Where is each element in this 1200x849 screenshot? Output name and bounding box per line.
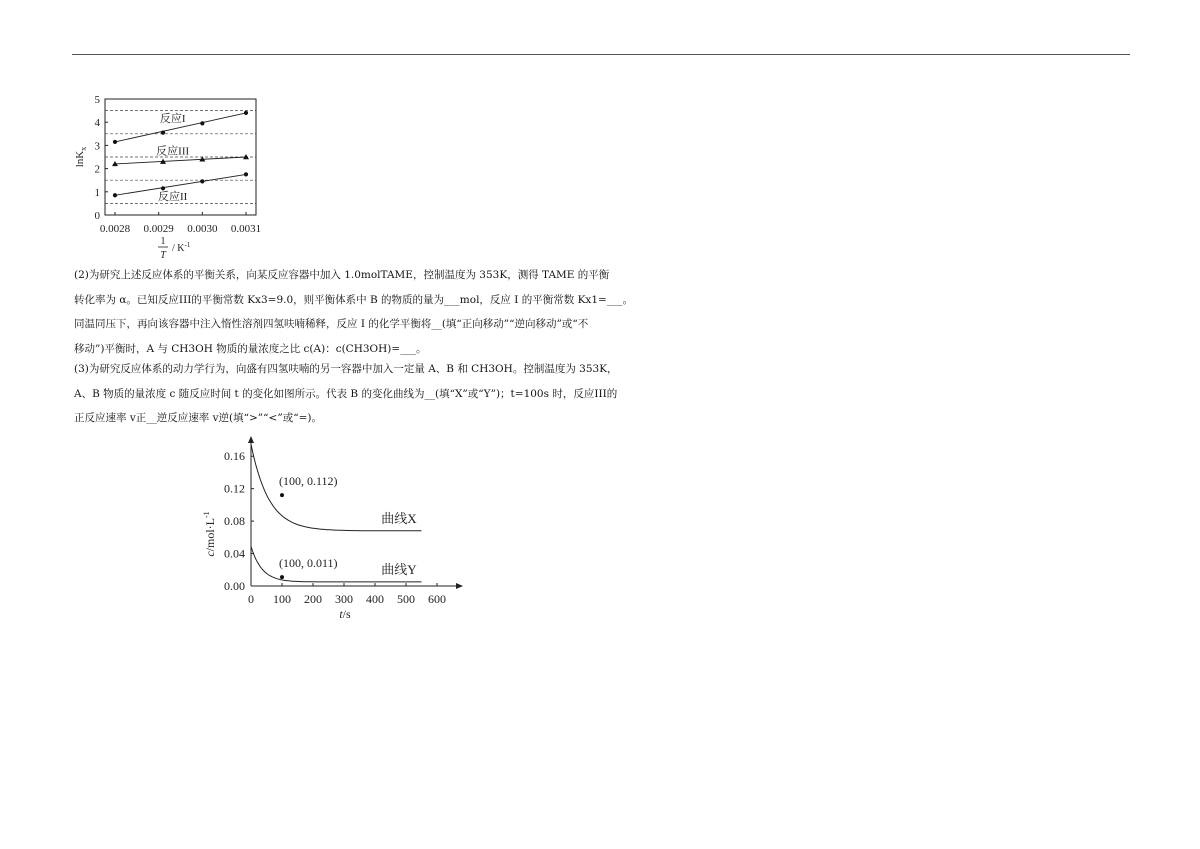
q3-line-2: A、B 物质的量浓度 c 随反应时间 t 的变化如图所示。代表 B 的变化曲线为__(填“X”或“Y”)；t=100s 时，反应III的 — [74, 387, 618, 400]
x-tick-label: 0.0030 — [187, 223, 218, 235]
data-point — [161, 186, 165, 190]
x-tick-label: 0 — [248, 592, 254, 606]
series-label: 曲线X — [381, 510, 417, 526]
x-tick-label: 0.0028 — [99, 223, 131, 235]
x-tick-label: 400 — [366, 592, 384, 606]
q2-line-3: 同温同压下，再向该容器中注入惰性溶剂四氢呋喃稀释，反应 I 的化学平衡将__(填“正向移动”“逆向移动”或“不 — [74, 318, 589, 330]
series-label: 反应I — [159, 113, 186, 125]
y-axis-label: $c/mol\cdot L^{-1}$ — [202, 511, 217, 557]
y-tick-label: 1 — [94, 186, 100, 199]
x-tick-label: 300 — [335, 592, 353, 606]
x-tick-label: 100 — [273, 592, 291, 606]
x-axis-label-numerator: 1 — [160, 236, 166, 247]
q2-line-2: 转化率为 α。已知反应III的平衡常数 Kx3=9.0，则平衡体系中 B 的物质的量为___mol，反应 I 的平衡常数 Kx1=___。 — [74, 293, 634, 306]
q2-line-1: (2)为研究上述反应体系的平衡关系，向某反应容器中加入 1.0molTAME，控制温度为 353K，测得 TAME 的平衡 — [74, 269, 610, 281]
x-axis-arrow — [456, 583, 463, 589]
x-tick-label: 600 — [428, 592, 446, 606]
y-axis-arrow — [248, 436, 254, 443]
y-tick-label: 0.00 — [224, 579, 245, 593]
highlight-point — [280, 493, 284, 497]
point-label: (100, 0.011) — [279, 556, 338, 571]
x-axis-label: t/s — [339, 607, 351, 621]
question-2-text — [74, 263, 634, 361]
data-point — [200, 121, 204, 125]
q2-line-4: 移动”)平衡时，A 与 CH3OH 物质的量浓度之比 c(A)：c(CH3OH)=___。 — [74, 342, 427, 355]
y-tick-label: 0 — [94, 210, 100, 222]
y-tick-label: 0.04 — [224, 546, 245, 561]
x-axis-label-denominator: T — [160, 250, 166, 261]
x-axis-label-unit: / $K^{-1}$ — [172, 241, 191, 254]
y-tick-label: 4 — [94, 117, 100, 130]
x-tick-label: 0.0029 — [143, 223, 174, 235]
y-axis-label: lnK$_x$ — [74, 146, 88, 168]
data-point — [113, 140, 117, 144]
highlight-point — [280, 575, 284, 579]
x-tick-label: 0.0031 — [230, 223, 262, 235]
data-point — [244, 111, 248, 115]
data-point — [244, 172, 248, 176]
y-tick-label: 0.08 — [224, 514, 245, 529]
header-rule — [72, 54, 1130, 55]
series-label: 反应III — [156, 145, 190, 158]
y-tick-label: 3 — [94, 140, 100, 153]
concentration-vs-time-chart — [198, 436, 478, 626]
lnk-vs-inverse-temperature-chart — [70, 90, 270, 265]
x-tick-label: 200 — [304, 592, 322, 606]
data-point-triangle — [243, 154, 249, 159]
series-line — [115, 157, 246, 164]
q3-line-1: (3)为研究反应体系的动力学行为，向盛有四氢呋喃的另一容器中加入一定量 A、B 和 CH3OH。控制温度为 353K， — [74, 363, 618, 375]
y-tick-label: 0.12 — [224, 481, 245, 496]
q3-line-3: 正反应速率 v正__逆反应速率 v逆(填“>”“<”或“=)。 — [74, 412, 322, 424]
data-point — [200, 179, 204, 183]
x-tick-label: 500 — [397, 592, 415, 606]
question-3-text — [74, 357, 618, 431]
series-label: 曲线Y — [381, 561, 417, 577]
data-point — [161, 131, 165, 135]
y-tick-label: 0.16 — [224, 449, 245, 464]
series-label: 反应II — [158, 190, 188, 203]
y-tick-label: 5 — [94, 94, 100, 106]
point-label: (100, 0.112) — [279, 474, 338, 489]
y-tick-label: 2 — [94, 163, 100, 176]
data-point — [113, 193, 117, 197]
